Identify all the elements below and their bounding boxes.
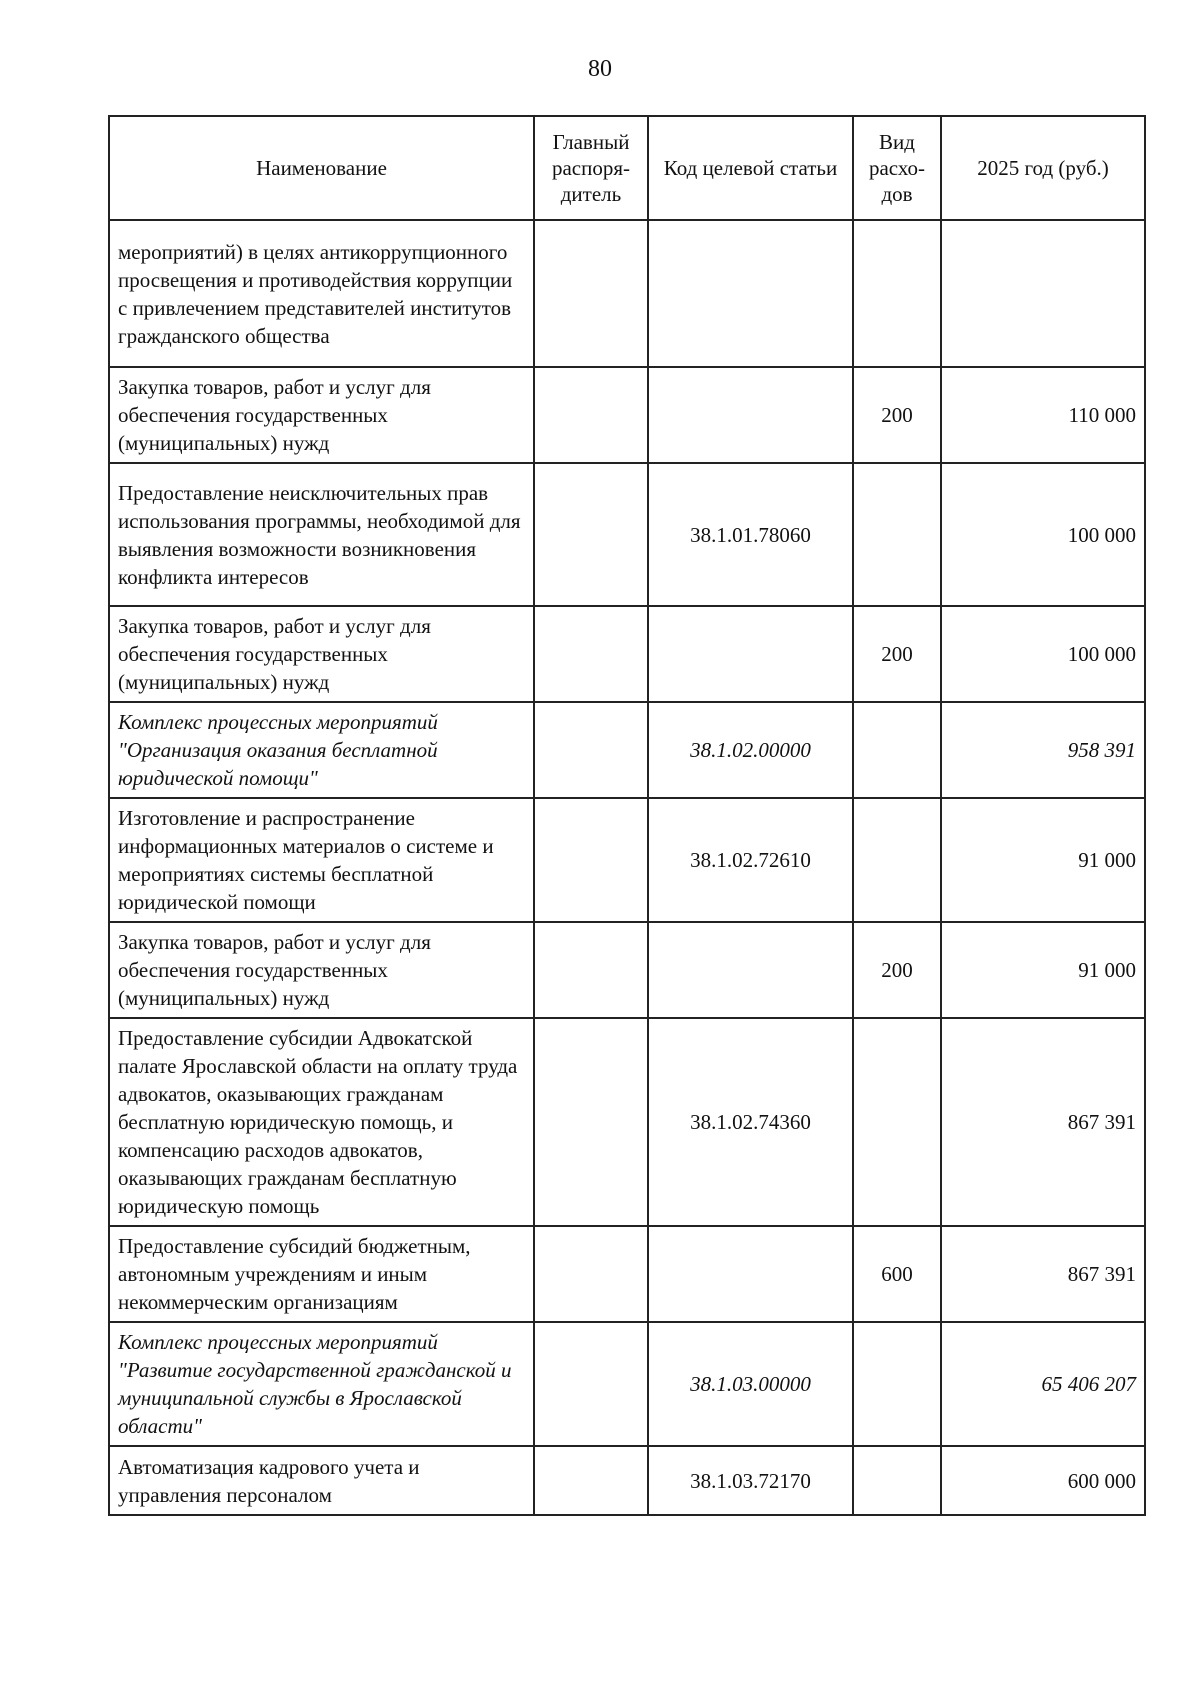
cell-code: 38.1.02.00000 <box>648 702 853 798</box>
cell-code <box>648 922 853 1018</box>
cell-kind: 200 <box>853 922 941 1018</box>
page-number: 80 <box>588 56 612 82</box>
cell-manager <box>534 702 648 798</box>
header-name: Наименование <box>109 116 534 220</box>
cell-code: 38.1.02.72610 <box>648 798 853 922</box>
cell-code: 38.1.03.72170 <box>648 1446 853 1515</box>
cell-amount: 100 000 <box>941 606 1145 702</box>
cell-amount: 867 391 <box>941 1018 1145 1226</box>
table-body <box>109 220 1145 1515</box>
cell-amount: 91 000 <box>941 922 1145 1018</box>
cell-name: Предоставление субсидий бюджетным, автономным учреждениям и иным некоммерческим организациям <box>109 1226 534 1322</box>
cell-kind <box>853 1446 941 1515</box>
cell-name: Закупка товаров, работ и услуг для обеспечения государственных (муниципальных) нужд <box>109 606 534 702</box>
cell-kind <box>853 463 941 606</box>
table-row <box>109 1322 1145 1446</box>
table-row <box>109 367 1145 463</box>
table-row <box>109 1226 1145 1322</box>
table-row <box>109 798 1145 922</box>
cell-code <box>648 1226 853 1322</box>
cell-manager <box>534 1322 648 1446</box>
cell-kind <box>853 702 941 798</box>
cell-name: Изготовление и распространение информационных материалов о системе и мероприятиях системы бесплатной юридической помощи <box>109 798 534 922</box>
table-row <box>109 606 1145 702</box>
cell-code <box>648 367 853 463</box>
header-code: Код целевой статьи <box>648 116 853 220</box>
cell-manager <box>534 463 648 606</box>
cell-kind: 600 <box>853 1226 941 1322</box>
cell-manager <box>534 606 648 702</box>
cell-kind <box>853 798 941 922</box>
cell-name: Предоставление субсидии Адвокатской палате Ярославской области на оплату труда адвокатов, оказывающих гражданам бесплатную юридическую помощь, и компенсацию расходов адвокатов, оказывающих гражданам бесплатную юридическую помощь <box>109 1018 534 1226</box>
table-row <box>109 463 1145 606</box>
cell-name: Комплекс процессных мероприятий "Развитие государственной гражданской и муниципальной службы в Ярославской области" <box>109 1322 534 1446</box>
table-row <box>109 1446 1145 1515</box>
cell-kind <box>853 220 941 367</box>
header-manager: Главный распоря-дитель <box>534 116 648 220</box>
cell-amount: 110 000 <box>941 367 1145 463</box>
cell-manager <box>534 1446 648 1515</box>
cell-manager <box>534 220 648 367</box>
cell-amount: 867 391 <box>941 1226 1145 1322</box>
header-amount: 2025 год (руб.) <box>941 116 1145 220</box>
cell-manager <box>534 1226 648 1322</box>
header-kind: Вид расхо-дов <box>853 116 941 220</box>
table-row <box>109 220 1145 367</box>
header-row <box>109 116 1145 220</box>
cell-name: Предоставление неисключительных прав использования программы, необходимой для выявления возможности возникновения конфликта интересов <box>109 463 534 606</box>
cell-kind <box>853 1322 941 1446</box>
cell-code: 38.1.02.74360 <box>648 1018 853 1226</box>
cell-amount: 600 000 <box>941 1446 1145 1515</box>
cell-code <box>648 606 853 702</box>
table-row <box>109 922 1145 1018</box>
table-row <box>109 1018 1145 1226</box>
budget-table <box>108 115 1146 1516</box>
cell-name: Закупка товаров, работ и услуг для обеспечения государственных (муниципальных) нужд <box>109 367 534 463</box>
cell-amount: 91 000 <box>941 798 1145 922</box>
cell-kind: 200 <box>853 367 941 463</box>
cell-name: Комплекс процессных мероприятий "Организация оказания бесплатной юридической помощи" <box>109 702 534 798</box>
cell-manager <box>534 922 648 1018</box>
cell-manager <box>534 367 648 463</box>
cell-amount: 958 391 <box>941 702 1145 798</box>
cell-name: Закупка товаров, работ и услуг для обеспечения государственных (муниципальных) нужд <box>109 922 534 1018</box>
cell-name: мероприятий) в целях антикоррупционного просвещения и противодействия коррупции с привлечением представителей институтов гражданского общества <box>109 220 534 367</box>
table-row <box>109 702 1145 798</box>
cell-amount: 100 000 <box>941 463 1145 606</box>
cell-code: 38.1.01.78060 <box>648 463 853 606</box>
cell-amount <box>941 220 1145 367</box>
cell-code: 38.1.03.00000 <box>648 1322 853 1446</box>
cell-amount: 65 406 207 <box>941 1322 1145 1446</box>
cell-kind: 200 <box>853 606 941 702</box>
cell-manager <box>534 1018 648 1226</box>
table-header <box>109 116 1145 220</box>
cell-manager <box>534 798 648 922</box>
cell-code <box>648 220 853 367</box>
cell-kind <box>853 1018 941 1226</box>
cell-name: Автоматизация кадрового учета и управления персоналом <box>109 1446 534 1515</box>
